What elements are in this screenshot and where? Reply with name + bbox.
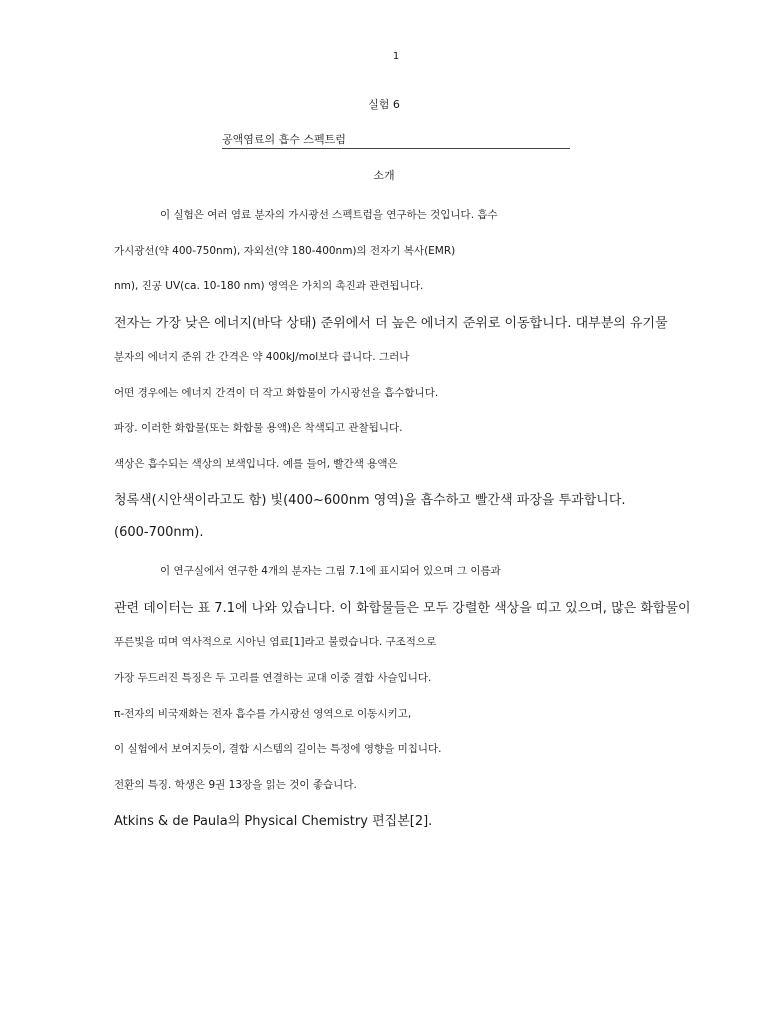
body-line: π-전자의 비국재화는 전자 흡수를 가시광선 영역으로 이동시키고, — [114, 708, 412, 720]
body-line: 전자는 가장 낮은 에너지(바닥 상태) 준위에서 더 높은 에너지 준위로 이동합니다. 대부분의 유기물 — [114, 316, 668, 331]
body-line: (600-700nm). — [114, 525, 204, 540]
body-line: 가시광선(약 400-750nm), 자외선(약 180-400nm)의 전자기 복사(EMR) — [114, 245, 456, 257]
body-line: 어떤 경우에는 에너지 간격이 더 작고 화합물이 가시광선을 흡수합니다. — [114, 387, 439, 399]
document-subtitle: 공액염료의 흡수 스펙트럼 — [222, 131, 570, 149]
body-line: 파장. 이러한 화합물(또는 화합물 용액)은 착색되고 관찰됩니다. — [114, 422, 403, 434]
body-line: 색상은 흡수되는 색상의 보색입니다. 예를 들어, 빨간색 용액은 — [114, 458, 398, 470]
body-line: 이 실험에서 보여지듯이, 결합 시스템의 길이는 특정에 영향을 미칩니다. — [114, 743, 442, 755]
body-line: Atkins & de Paula의 Physical Chemistry 편집본[2]. — [114, 814, 433, 829]
body-line: 분자의 에너지 준위 간 간격은 약 400kJ/mol보다 큽니다. 그러나 — [114, 351, 410, 363]
body-line: 가장 두드러진 특징은 두 고리를 연결하는 교대 이중 결합 사슬입니다. — [114, 672, 432, 684]
experiment-title: 실험 6 — [368, 98, 400, 111]
section-heading: 소개 — [373, 169, 395, 182]
body-line: 전환의 특징. 학생은 9권 13장을 읽는 것이 좋습니다. — [114, 779, 357, 791]
page-number: 1 — [392, 51, 400, 62]
body-line: nm), 진공 UV(ca. 10-180 nm) 영역은 가치의 촉진과 관련됩니다. — [114, 280, 424, 292]
body-line: 푸른빛을 띠며 역사적으로 시아닌 염료[1]라고 불렸습니다. 구조적으로 — [114, 636, 437, 648]
body-line: 이 연구실에서 연구한 4개의 분자는 그림 7.1에 표시되어 있으며 그 이름과 — [160, 565, 501, 577]
body-line: 청록색(시안색이라고도 함) 빛(400~600nm 영역)을 흡수하고 빨간색 파장을 투과합니다. — [114, 493, 626, 508]
body-line: 관련 데이터는 표 7.1에 나와 있습니다. 이 화합물들은 모두 강렬한 색상을 띠고 있으며, 많은 화합물이 — [114, 601, 691, 616]
body-line: 이 실험은 여러 염료 분자의 가시광선 스펙트럼을 연구하는 것입니다. 흡수 — [160, 209, 498, 221]
